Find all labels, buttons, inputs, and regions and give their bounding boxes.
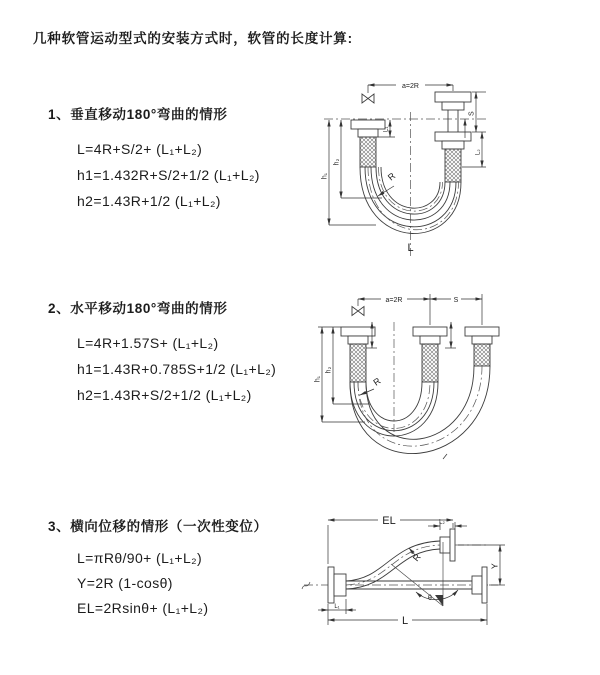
- diagram-vertical-180-bend: [310, 70, 600, 260]
- label-h1: h₁: [314, 375, 322, 383]
- section-2-heading: 2、水平移动180°弯曲的情形: [48, 301, 228, 316]
- label-l1: L₁: [383, 126, 390, 132]
- section-3-formulas: [48, 546, 268, 621]
- right-flange-assembly: [435, 92, 471, 182]
- valve-icon: [362, 94, 374, 103]
- valve-icon: [352, 307, 364, 316]
- formula-length: L=4R+1.57S+ (L₁+L₂): [77, 335, 219, 351]
- label-a2r: a=2R: [402, 82, 419, 90]
- formula-h2: h2=1.43R+1/2 (L₁+L₂): [77, 193, 221, 209]
- left-flange-assembly: [341, 322, 377, 382]
- label-a2r: a=2R: [385, 296, 403, 304]
- right-flange-assembly: [465, 327, 499, 366]
- section-horizontal-movement: [48, 300, 276, 408]
- left-flange: [328, 567, 346, 603]
- dimension-l2: [428, 520, 467, 531]
- label-l: L: [401, 615, 409, 627]
- label-r: R: [410, 551, 423, 564]
- section-lateral-displacement: [48, 518, 268, 621]
- formula-length: L=4R+S/2+ (L₁+L₂): [77, 141, 203, 157]
- section-1-heading: 1、垂直移动180°弯曲的情形: [48, 107, 228, 122]
- formula-y: Y=2R (1-cosθ): [77, 575, 173, 591]
- diagram-lateral-displacement: [298, 500, 600, 658]
- formula-h1: h1=1.43R+0.785S+1/2 (L₁+L₂): [77, 361, 277, 377]
- label-h2: h₂: [333, 158, 341, 166]
- label-l1: L₁: [334, 604, 340, 610]
- label-el: EL: [382, 515, 396, 527]
- section-vertical-movement: [48, 106, 260, 214]
- formula-el: EL=2Rsinθ+ (L₁+L₂): [77, 600, 209, 616]
- hose-displaced-position: [346, 541, 440, 589]
- dimension-a2r: [358, 294, 482, 325]
- label-l2: L₂: [439, 519, 445, 526]
- dimension-l: [328, 604, 487, 627]
- label-l-bottom: L: [407, 242, 414, 254]
- left-flange-assembly: [351, 120, 385, 167]
- section-2-formulas: [48, 330, 276, 408]
- dimension-l1: [318, 599, 356, 614]
- section-3-heading: 3、横向位移的情形（一次性变位）: [48, 519, 268, 534]
- label-theta: θ: [428, 595, 432, 602]
- right-lower-flange: [472, 567, 487, 603]
- radius-callout: [409, 548, 423, 563]
- formula-h2: h2=1.43R+S/2+1/2 (L₁+L₂): [77, 387, 252, 403]
- dimension-a2r: [368, 81, 453, 94]
- middle-flange-assembly: [413, 322, 456, 382]
- label-h1: h₁: [321, 172, 329, 180]
- formula-length: L=πRθ/90+ (L₁+L₂): [77, 550, 203, 566]
- page-title: 几种软管运动型式的安装方式时，软管的长度计算:: [33, 31, 353, 46]
- label-r: R: [371, 375, 383, 388]
- section-1-formulas: [48, 136, 260, 214]
- dimension-el: [328, 514, 453, 564]
- label-s: S: [468, 111, 476, 116]
- label-l2: L₂: [475, 149, 482, 155]
- label-s: S: [453, 296, 459, 304]
- label-r: R: [385, 170, 398, 183]
- label-h2: h₂: [325, 366, 333, 374]
- diagram-horizontal-180-bend: [310, 282, 600, 464]
- formula-h1: h1=1.432R+S/2+1/2 (L₁+L₂): [77, 167, 260, 183]
- label-y: Y: [489, 563, 500, 569]
- centerline-break-mark: [302, 582, 310, 589]
